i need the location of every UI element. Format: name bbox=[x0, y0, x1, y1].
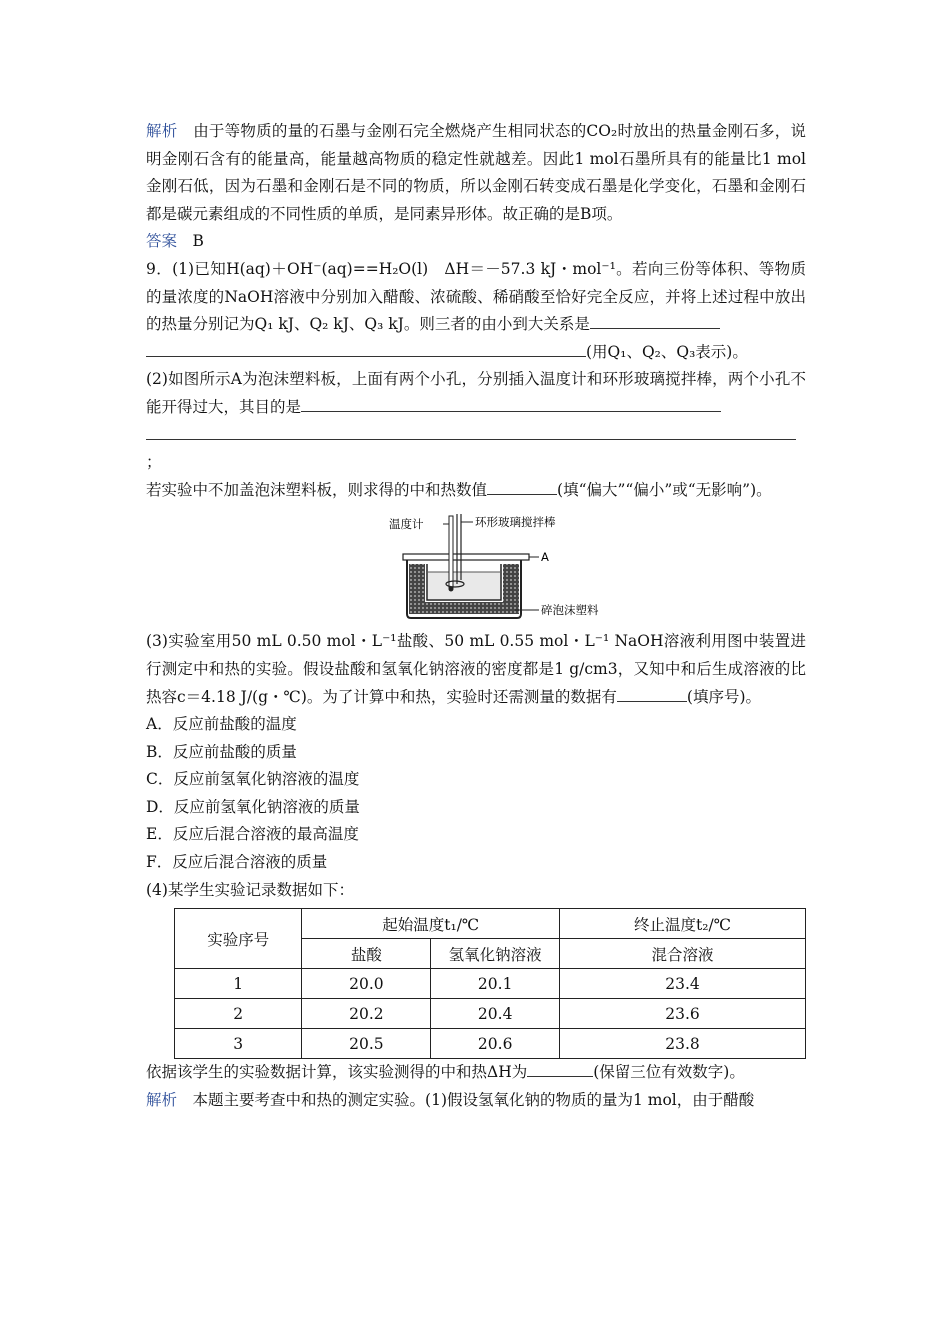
question-text: (填序号)。 bbox=[686, 687, 762, 706]
answer-blank bbox=[617, 687, 687, 702]
cell: 20.6 bbox=[431, 1029, 560, 1059]
answer-blank bbox=[487, 480, 557, 495]
calorimeter-figure bbox=[389, 514, 599, 624]
question-9-part-1 bbox=[146, 256, 806, 366]
question-text: (3)实验室用50 mL 0.50 mol・L⁻¹盐酸、50 mL 0.55 mol・L⁻¹ NaOH溶液利用图中装置进行测定中和热的实验。假设盐酸和氢氧化钠溶液的密度都是1 g/cm3，又知中和后生成溶液的比热容c＝4.18 J/(g・℃)。为了计算中和热，实验时还需测量的数据有 bbox=[146, 632, 806, 706]
question-text: 依据该学生的实验数据计算，该实验测得的中和热ΔH为 bbox=[146, 1063, 528, 1082]
cell: 23.8 bbox=[560, 1029, 806, 1059]
question-9-part-3 bbox=[146, 628, 806, 711]
question-9-tail: (用Q₁、Q₂、Q₃表示)。 bbox=[586, 342, 748, 361]
semicolon: ； bbox=[146, 453, 162, 472]
cell: 20.5 bbox=[302, 1029, 431, 1059]
question-9-part-4b bbox=[146, 1059, 806, 1087]
experiment-data-table bbox=[174, 908, 806, 1059]
calorimeter-diagram bbox=[389, 514, 599, 624]
cell: 23.6 bbox=[560, 999, 806, 1029]
cell: 23.4 bbox=[560, 969, 806, 999]
answer-blank bbox=[590, 314, 720, 329]
label-foam: 碎泡沫塑料 bbox=[541, 603, 599, 618]
option-e: E．反应后混合溶液的最高温度 bbox=[146, 825, 359, 844]
analysis-paragraph-1 bbox=[146, 118, 806, 228]
analysis-paragraph-2 bbox=[146, 1087, 806, 1115]
answer-value: B bbox=[192, 232, 204, 251]
option-b: B．反应前盐酸的质量 bbox=[146, 742, 297, 761]
question-text: (保留三位有效数字)。 bbox=[593, 1063, 745, 1082]
option-d: D．反应前氢氧化钠溶液的质量 bbox=[146, 797, 360, 816]
answer-blank bbox=[527, 1062, 593, 1077]
cell: 20.1 bbox=[431, 969, 560, 999]
header-naoh: 氢氧化钠溶液 bbox=[431, 939, 560, 969]
cell: 20.4 bbox=[431, 999, 560, 1029]
analysis-text: 本题主要考查中和热的测定实验。(1)假设氢氧化钠的物质的量为1 mol，由于醋酸 bbox=[192, 1090, 755, 1109]
question-9-2-text: (2)如图所示A为泡沫塑料板，上面有两个小孔，分别插入温度计和环形玻璃搅拌棒，两个小孔不能开得过大，其目的是 bbox=[146, 370, 806, 416]
option-c: C．反应前氢氧化钠溶液的温度 bbox=[146, 770, 360, 789]
answer-blank bbox=[301, 397, 721, 412]
option-f: F．反应后混合溶液的质量 bbox=[146, 853, 328, 872]
label-plate: A bbox=[541, 550, 549, 565]
answer-blank bbox=[146, 342, 586, 357]
analysis-text: 由于等物质的量的石墨与金刚石完全燃烧产生相同状态的CO₂时放出的热量金刚石多，说明金刚石含有的能量高，能量越高物质的稳定性就越差。因此1 mol石墨所具有的能量比1 mol金刚石低，因为石墨和金刚石是不同的物质，所以金刚石转变成石墨是化学变化，石墨和金刚石都是碳元素组成的不同性质的单质，是同素异形体。故正确的是B项。 bbox=[146, 122, 806, 223]
header-hcl: 盐酸 bbox=[302, 939, 431, 969]
cell: 1 bbox=[175, 969, 302, 999]
cell: 20.2 bbox=[302, 999, 431, 1029]
label-thermometer: 温度计 bbox=[389, 517, 424, 532]
label-stirrer: 环形玻璃搅拌棒 bbox=[475, 515, 556, 530]
question-9-part-2b bbox=[146, 477, 806, 505]
table-row bbox=[175, 1029, 806, 1059]
cell: 20.0 bbox=[302, 969, 431, 999]
table-row bbox=[175, 999, 806, 1029]
table-row bbox=[175, 969, 806, 999]
cell: 2 bbox=[175, 999, 302, 1029]
question-9-text: 9．(1)已知H(aq)＋OH⁻(aq)==H₂O(l) ΔH＝－57.3 kJ・mol⁻¹。若向三份等体积、等物质的量浓度的NaOH溶液中分别加入醋酸、浓硫酸、稀硝酸至恰好完全反应，并将上述过程中放出的热量分别记为Q₁ kJ、Q₂ kJ、Q₃ kJ。则三者的由小到大关系是 bbox=[146, 259, 806, 334]
answer-label: 答案 bbox=[146, 232, 178, 251]
question-9-part-2 bbox=[146, 366, 806, 476]
question-text: (填“偏大”“偏小”或“无影响”)。 bbox=[557, 480, 772, 499]
header-end-temp: 终止温度t₂/℃ bbox=[560, 909, 806, 939]
header-mix: 混合溶液 bbox=[560, 939, 806, 969]
document-page bbox=[146, 118, 806, 1114]
analysis-label: 解析 bbox=[146, 1090, 178, 1109]
question-9-part-4: (4)某学生实验记录数据如下： bbox=[146, 880, 354, 899]
answer-line bbox=[146, 228, 806, 256]
answer-blank bbox=[146, 425, 796, 440]
header-start-temp: 起始温度t₁/℃ bbox=[302, 909, 560, 939]
analysis-label: 解析 bbox=[146, 122, 178, 140]
cell: 3 bbox=[175, 1029, 302, 1059]
header-seq: 实验序号 bbox=[175, 909, 302, 969]
option-a: A．反应前盐酸的温度 bbox=[146, 715, 297, 734]
question-text: 若实验中不加盖泡沫塑料板，则求得的中和热数值 bbox=[146, 480, 488, 499]
